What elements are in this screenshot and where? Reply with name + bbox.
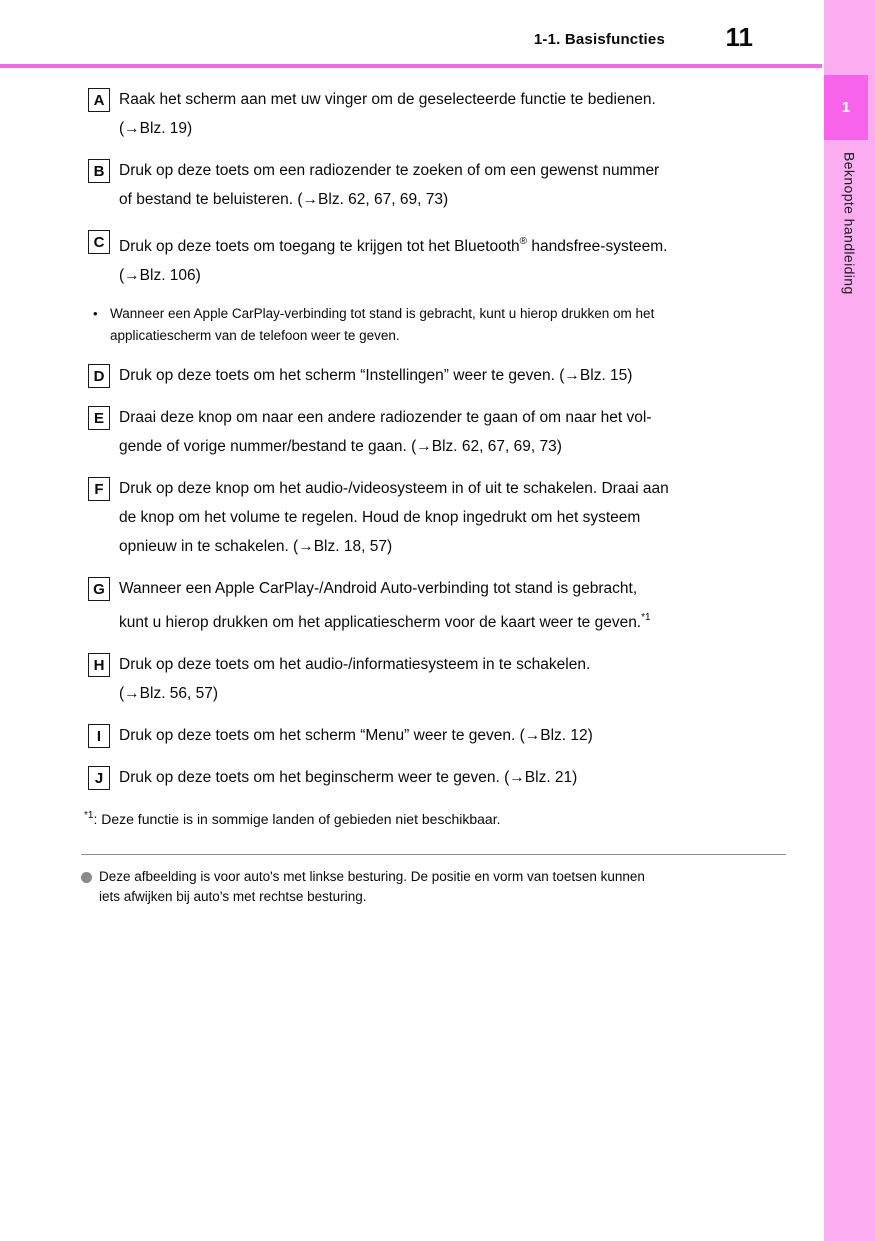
text-run: Raak het scherm aan met uw vinger om de geselecteerde functie te bedienen. bbox=[119, 91, 656, 108]
item-text-line bbox=[119, 650, 788, 679]
item-text-line bbox=[119, 721, 788, 750]
item-text bbox=[119, 361, 788, 390]
manual-item-j bbox=[88, 763, 788, 792]
footnote-marker: *1 bbox=[84, 810, 94, 821]
manual-item-i bbox=[88, 721, 788, 750]
bottom-note bbox=[81, 867, 788, 907]
manual-item-c bbox=[88, 227, 788, 290]
footnote-text: : Deze functie is in sommige landen of gebieden niet beschikbaar. bbox=[93, 811, 501, 827]
text-run: Druk op deze toets om toegang te krijgen tot het Bluetooth bbox=[119, 238, 520, 255]
item-sub-note bbox=[93, 303, 788, 347]
header-accent-rule bbox=[0, 64, 822, 68]
item-text-line bbox=[119, 432, 788, 461]
item-text-line bbox=[119, 679, 788, 708]
text-run: Druk op deze toets om het beginscherm weer te geven. (→Blz. 21) bbox=[119, 769, 578, 786]
text-run: Druk op deze toets om het scherm “Instellingen” weer te geven. (→Blz. 15) bbox=[119, 367, 633, 384]
item-letter-box: E bbox=[88, 406, 110, 430]
item-text bbox=[119, 721, 788, 750]
item-text bbox=[119, 474, 788, 561]
item-text-line bbox=[119, 503, 788, 532]
item-text bbox=[119, 650, 788, 708]
item-text bbox=[119, 156, 788, 214]
item-text-line bbox=[119, 532, 788, 561]
chapter-label: Beknopte handleiding bbox=[841, 152, 858, 295]
item-text-line bbox=[119, 85, 788, 114]
text-run: gende of vorige nummer/bestand te gaan. (→Blz. 62, 67, 69, 73) bbox=[119, 438, 562, 455]
chapter-sidebar bbox=[824, 0, 875, 1241]
manual-item-d bbox=[88, 361, 788, 390]
item-text-line bbox=[119, 403, 788, 432]
manual-item-g bbox=[88, 574, 788, 637]
page-content bbox=[84, 85, 788, 907]
text-run: Druk op deze toets om het audio-/informatiesysteem in te schakelen. bbox=[119, 656, 591, 673]
manual-item-b bbox=[88, 156, 788, 214]
chapter-number: 1 bbox=[841, 99, 851, 116]
text-run: of bestand te beluisteren. (→Blz. 62, 67, 69, 73) bbox=[119, 191, 449, 208]
text-run: Druk op deze knop om het audio-/videosysteem in of uit te schakelen. Draai aan bbox=[119, 480, 669, 497]
item-letter-box: D bbox=[88, 364, 110, 388]
sub-note-line: Wanneer een Apple CarPlay-verbinding tot stand is gebracht, kunt u hierop drukken om het bbox=[110, 306, 655, 321]
bottom-note-text bbox=[99, 867, 645, 907]
text-run: kunt u hierop drukken om het applicatiescherm voor de kaart weer te geven. bbox=[119, 614, 642, 631]
item-letter-box: C bbox=[88, 230, 110, 254]
item-text bbox=[119, 403, 788, 461]
item-letter-box: I bbox=[88, 724, 110, 748]
item-text-line bbox=[119, 114, 788, 143]
item-text-line bbox=[119, 474, 788, 503]
item-text-line bbox=[119, 156, 788, 185]
text-run: de knop om het volume te regelen. Houd de knop ingedrukt om het systeem bbox=[119, 509, 641, 526]
manual-item-a bbox=[88, 85, 788, 143]
footnote bbox=[84, 805, 788, 830]
manual-item-f bbox=[88, 474, 788, 561]
text-run: Druk op deze toets om het scherm “Menu” weer te geven. (→Blz. 12) bbox=[119, 727, 593, 744]
bottom-note-line: Deze afbeelding is voor auto's met linkse besturing. De positie en vorm van toetsen kunnen bbox=[99, 869, 645, 884]
section-title: 1-1. Basisfuncties bbox=[533, 31, 665, 48]
item-text-line bbox=[119, 361, 788, 390]
item-letter-box: J bbox=[88, 766, 110, 790]
text-run: opnieuw in te schakelen. (→Blz. 18, 57) bbox=[119, 538, 393, 555]
item-text bbox=[119, 574, 788, 637]
item-text bbox=[119, 85, 788, 143]
bullet-icon: • bbox=[93, 306, 98, 321]
superscript: ® bbox=[519, 236, 528, 247]
text-run: Druk op deze toets om een radiozender te zoeken of om een gewenst nummer bbox=[119, 162, 660, 179]
item-text-line bbox=[119, 185, 788, 214]
superscript: *1 bbox=[641, 612, 651, 623]
item-letter-box: H bbox=[88, 653, 110, 677]
bottom-note-line: iets afwijken bij auto's met rechtse besturing. bbox=[99, 889, 367, 904]
item-text bbox=[119, 227, 788, 290]
chapter-tab bbox=[824, 75, 868, 140]
divider-line bbox=[81, 854, 786, 855]
item-text bbox=[119, 763, 788, 792]
item-text-line bbox=[119, 603, 788, 637]
item-letter-box: F bbox=[88, 477, 110, 501]
item-text-line bbox=[119, 574, 788, 603]
text-run: (→Blz. 106) bbox=[119, 267, 201, 284]
text-run: Wanneer een Apple CarPlay-/Android Auto-verbinding tot stand is gebracht, bbox=[119, 580, 638, 597]
item-letter-box: A bbox=[88, 88, 110, 112]
item-text-line bbox=[119, 763, 788, 792]
sub-note-text bbox=[110, 303, 654, 347]
text-run: handsfree-systeem. bbox=[527, 238, 668, 255]
item-text-line bbox=[119, 261, 788, 290]
text-run: (→Blz. 56, 57) bbox=[119, 685, 219, 702]
page-number: 11 bbox=[725, 22, 753, 52]
item-text-line bbox=[119, 227, 788, 261]
page-header bbox=[0, 0, 822, 64]
manual-item-e bbox=[88, 403, 788, 461]
text-run: Draai deze knop om naar een andere radiozender te gaan of om naar het vol- bbox=[119, 409, 652, 426]
items-list bbox=[88, 85, 788, 792]
bullet-dot-icon bbox=[81, 872, 92, 883]
sub-note-line: applicatiescherm van de telefoon weer te geven. bbox=[110, 328, 400, 343]
item-letter-box: B bbox=[88, 159, 110, 183]
text-run: (→Blz. 19) bbox=[119, 120, 193, 137]
manual-item-h bbox=[88, 650, 788, 708]
item-letter-box: G bbox=[88, 577, 110, 601]
